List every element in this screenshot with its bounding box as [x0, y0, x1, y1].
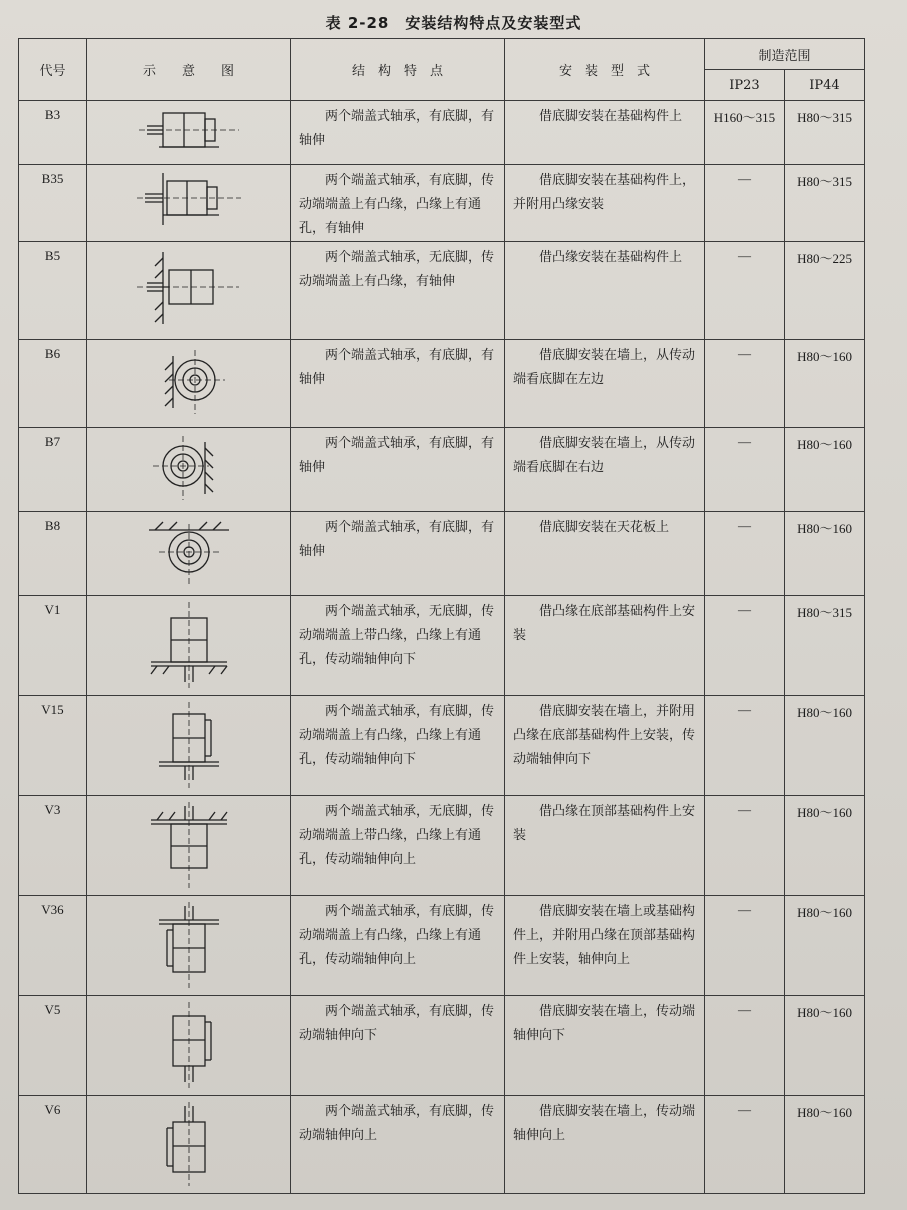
- row-features: 两个端盖式轴承，有底脚，传动端轴伸向上: [291, 1096, 505, 1194]
- row-ip23: —: [705, 428, 785, 512]
- table-row: [19, 1096, 865, 1194]
- row-ip44: H80～160: [785, 896, 865, 996]
- row-ip23: H160～315: [705, 101, 785, 165]
- b6-mounting-diagram: [87, 340, 291, 428]
- row-features: 两个端盖式轴承，有底脚，有轴伸: [291, 340, 505, 428]
- row-mounting: 借底脚安装在墙上或基础构件上，并附用凸缘在顶部基础构件上安装，轴伸向上: [505, 896, 705, 996]
- row-ip44: H80～160: [785, 696, 865, 796]
- row-ip23: —: [705, 596, 785, 696]
- v6-mounting-diagram: [87, 1096, 291, 1194]
- row-code: V36: [19, 896, 87, 996]
- row-mounting: 借底脚安装在墙上，从传动端看底脚在左边: [505, 340, 705, 428]
- table-row: [19, 896, 865, 996]
- table-row: [19, 340, 865, 428]
- row-ip23: —: [705, 996, 785, 1096]
- v15-mounting-diagram: [87, 696, 291, 796]
- row-code: V3: [19, 796, 87, 896]
- row-mounting: 借底脚安装在墙上，从传动端看底脚在右边: [505, 428, 705, 512]
- header-diagram: 示 意 图: [87, 39, 291, 101]
- row-code: B3: [19, 101, 87, 165]
- row-mounting: 借底脚安装在墙上，传动端轴伸向下: [505, 996, 705, 1096]
- row-code: B6: [19, 340, 87, 428]
- row-ip23: —: [705, 242, 785, 340]
- row-features: 两个端盖式轴承，有底脚，传动端端盖上有凸缘，凸缘上有通孔，传动端轴伸向上: [291, 896, 505, 996]
- row-ip44: H80～315: [785, 101, 865, 165]
- row-mounting: 借凸缘在顶部基础构件上安装: [505, 796, 705, 896]
- row-ip44: H80～225: [785, 242, 865, 340]
- header-ip44: IP44: [785, 70, 865, 101]
- row-ip23: —: [705, 896, 785, 996]
- b7-mounting-diagram: [87, 428, 291, 512]
- row-code: B5: [19, 242, 87, 340]
- b3-mounting-diagram: [87, 101, 291, 165]
- row-code: B8: [19, 512, 87, 596]
- v1-mounting-diagram: [87, 596, 291, 696]
- row-ip44: H80～315: [785, 165, 865, 242]
- row-ip23: —: [705, 696, 785, 796]
- table-row: [19, 165, 865, 242]
- row-ip23: —: [705, 1096, 785, 1194]
- row-code: V15: [19, 696, 87, 796]
- header-code: 代号: [19, 39, 87, 101]
- v5-mounting-diagram: [87, 996, 291, 1096]
- row-ip44: H80～315: [785, 596, 865, 696]
- row-ip44: H80～160: [785, 796, 865, 896]
- table-title: 表 2-28 安装结构特点及安装型式: [325, 14, 582, 32]
- table-row: [19, 696, 865, 796]
- row-mounting: 借底脚安装在基础构件上: [505, 101, 705, 165]
- row-code: B7: [19, 428, 87, 512]
- table-row: [19, 796, 865, 896]
- row-features: 两个端盖式轴承，无底脚，传动端端盖上带凸缘，凸缘上有通孔，传动端轴伸向下: [291, 596, 505, 696]
- row-mounting: 借底脚安装在墙上，并附用凸缘在底部基础构件上安装，传动端轴伸向下: [505, 696, 705, 796]
- v36-mounting-diagram: [87, 896, 291, 996]
- table-row: [19, 996, 865, 1096]
- row-features: 两个端盖式轴承，有底脚，有轴伸: [291, 428, 505, 512]
- row-features: 两个端盖式轴承，有底脚，传动端端盖上有凸缘，凸缘上有通孔，有轴伸: [291, 165, 505, 242]
- row-ip44: H80～160: [785, 340, 865, 428]
- row-ip44: H80～160: [785, 996, 865, 1096]
- row-ip44: H80～160: [785, 428, 865, 512]
- row-mounting: 借底脚安装在墙上，传动端轴伸向上: [505, 1096, 705, 1194]
- row-mounting: 借凸缘安装在基础构件上: [505, 242, 705, 340]
- b5-mounting-diagram: [87, 242, 291, 340]
- table-row: [19, 512, 865, 596]
- row-features: 两个端盖式轴承，有底脚，传动端端盖上有凸缘，凸缘上有通孔，传动端轴伸向下: [291, 696, 505, 796]
- row-code: V6: [19, 1096, 87, 1194]
- header-ip23: IP23: [705, 70, 785, 101]
- table-row: [19, 101, 865, 165]
- row-ip44: H80～160: [785, 1096, 865, 1194]
- table-row: [19, 242, 865, 340]
- table-row: [19, 596, 865, 696]
- table-row: [19, 428, 865, 512]
- row-features: 两个端盖式轴承，有底脚，传动端轴伸向下: [291, 996, 505, 1096]
- row-mounting: 借底脚安装在天花板上: [505, 512, 705, 596]
- row-mounting: 借凸缘在底部基础构件上安装: [505, 596, 705, 696]
- row-code: V5: [19, 996, 87, 1096]
- row-features: 两个端盖式轴承，有底脚，有轴伸: [291, 101, 505, 165]
- b8-mounting-diagram: [87, 512, 291, 596]
- row-code: B35: [19, 165, 87, 242]
- row-features: 两个端盖式轴承，有底脚，有轴伸: [291, 512, 505, 596]
- row-features: 两个端盖式轴承，无底脚，传动端端盖上有凸缘，有轴伸: [291, 242, 505, 340]
- v3-mounting-diagram: [87, 796, 291, 896]
- row-ip44: H80～160: [785, 512, 865, 596]
- row-ip23: —: [705, 796, 785, 896]
- header-features: 结 构 特 点: [291, 39, 505, 101]
- row-features: 两个端盖式轴承，无底脚，传动端端盖上带凸缘，凸缘上有通孔，传动端轴伸向上: [291, 796, 505, 896]
- b35-mounting-diagram: [87, 165, 291, 242]
- row-code: V1: [19, 596, 87, 696]
- row-mounting: 借底脚安装在基础构件上，并附用凸缘安装: [505, 165, 705, 242]
- row-ip23: —: [705, 512, 785, 596]
- mounting-table: [18, 38, 865, 1194]
- header-range: 制造范围: [705, 39, 865, 70]
- header-mounting: 安 装 型 式: [505, 39, 705, 101]
- row-ip23: —: [705, 165, 785, 242]
- row-ip23: —: [705, 340, 785, 428]
